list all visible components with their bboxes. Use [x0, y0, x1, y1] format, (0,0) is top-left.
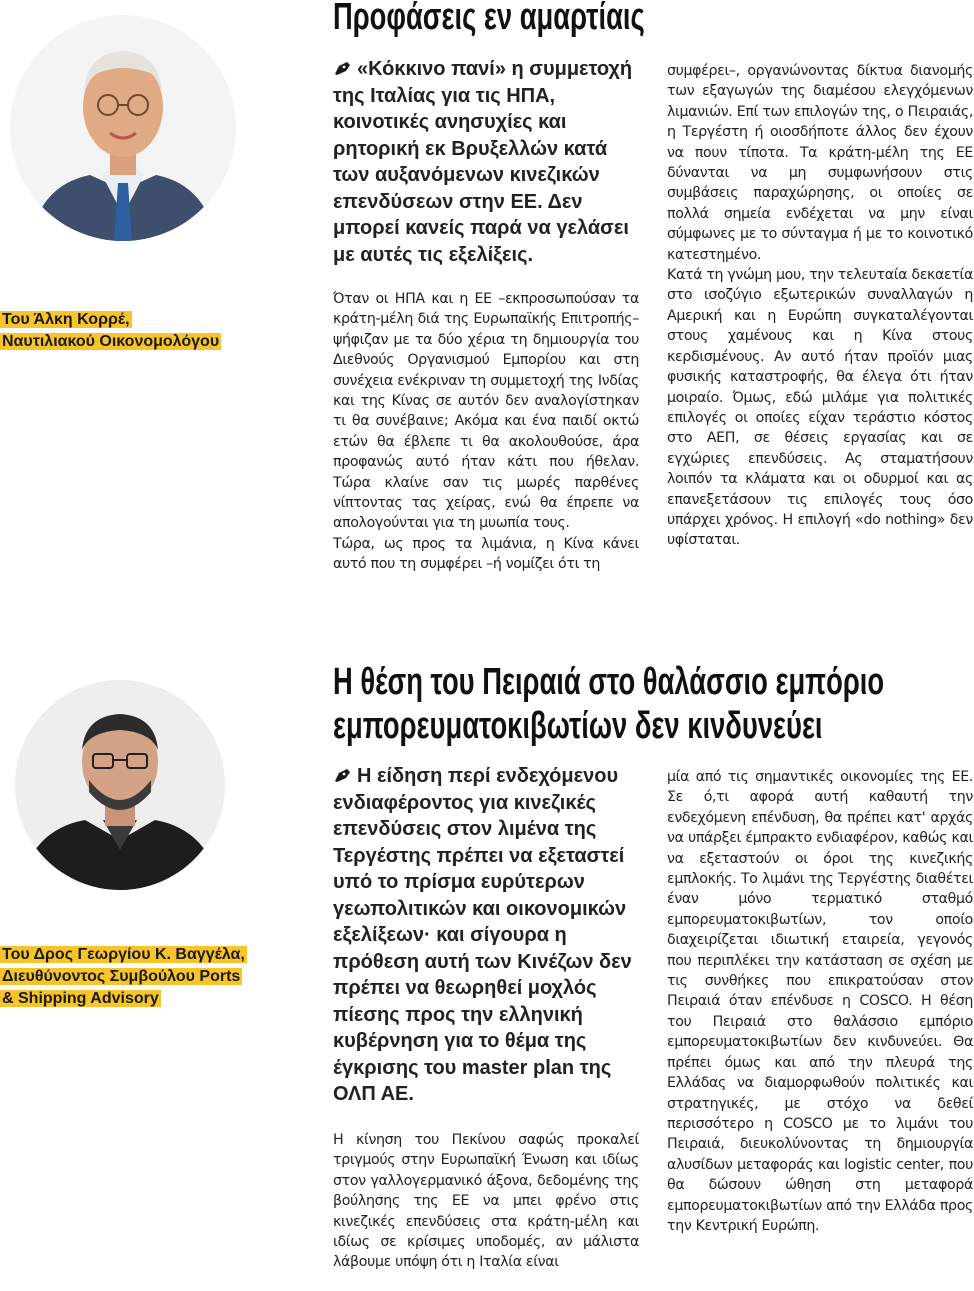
- paragraph: μία από τις σημαντικές οικονομίες της ΕΕ. Σε ό,τι αφορά αυτή καθαυτή την ενδεχόμενη επένδυση, θα πρέπει κατ' αρχάς να υπάρξει έμπρακτο ενδιαφέρον, καθώς και να εξεταστούν οι όροι της κινεζικής εμπλοκής. Το λιμάνι της Τεργέστης διαθέτει έναν μόνο τερματικό σταθμό εμπορευματοκιβωτίων, τον οποίο διαχειρίζεται ιδιωτική εταιρεία, γεγονός που περιπλέκει την κατάσταση σε σχέση με τις συνθήκες που επικρατούσαν στον Πειραιά όταν επένδυσε η COSCO. Η θέση του Πειραιά στο θαλάσσιο εμπόριο εμπορευματοκιβωτίων δεν κινδυνεύει. Θα πρέπει όμως και από την πλευρά της Ελλάδας να διαμορφωθούν πολιτικές και στρατηγικές, με στόχο να δεθεί περισσότερο η COSCO με το λιμάνι του Πειραιά, διευκολύνοντας τη δημιουργία αλυσίδων μεταφοράς και logistic center, που θα δώσουν ώθηση στη μεταφορά εμπορευματοκιβωτίων από την Ελλάδα προς την Κεντρική Ευρώπη.: [667, 769, 973, 1234]
- author-role: & Shipping Advisory: [2, 990, 159, 1007]
- article-title: Προφάσεις εν αμαρτίαις: [333, 0, 645, 38]
- author-name: Του Άλκη Κορρέ,: [2, 311, 130, 328]
- article-title: [333, 660, 884, 748]
- byline-vaggelas: [0, 944, 265, 1010]
- article-column-1: [333, 289, 639, 575]
- article-column-1: [333, 1130, 639, 1273]
- paragraph: συμφέρει–, οργανώνοντας δίκτυα διανομής των εξαγωγών της διαμέσου ελεγχόμενων λιμανιών. Επί των επιλογών της, ο Πειραιάς, η Τεργέστη ή οιοσδήποτε άλλος δεν έχουν να πουν τίποτα. Τα κράτη-μέλη της ΕΕ δύνανται να μη συμφωνήσουν στις συμβάσεις παραχώρησης, οι οποίες σε πολλά σημεία ενδέχεται να μην είναι σύμφωνες με το σύνταγμα ή με το κοινοτικό κατεστημένο.: [667, 63, 973, 263]
- paragraph: Κατά τη γνώμη μου, την τελευταία δεκαετία στο ισοζύγιο εξωτερικών συναλλαγών η Αμερική και η Ευρώπη συγκαταλέγονται στους χαμένους και η Κίνα στους κερδισμένους. Αν αυτό ήταν προϊόν μιας φυσικής καταστροφής, θα έλεγα ότι ήταν μοιραίο. Όμως, εδώ μιλάμε για πολιτικές επιλογές οι οποίες είχαν τεράστιο κόστος στο ΑΕΠ, σε θέσεις εργασίας και σε εγχώριες επενδύσεις. Ας σταματήσουν λοιπόν τα κλάματα και οι οδυρμοί και ας επανεξετάσουν τις επιλογές τους όσο υπάρχει χρόνος. Η επιλογή «do nothing» δεν υφίσταται.: [667, 267, 973, 549]
- article-lead: [333, 763, 643, 1108]
- lead-text: Η είδηση περί ενδεχόμενου ενδιαφέροντος για κινεζικές επενδύσεις στον λιμένα της Τεργέστης πρέπει να εξεταστεί υπό το πρίσμα ευρύτερων γεωπολιτικών και οικονομικών εξελίξεων· και σίγουρα η πρόθεση αυτή των Κινέζων δεν πρέπει να θεωρηθεί μοχλός πίεσης προς την ελληνική κυβέρνηση για το θέμα της έγκρισης του master plan της ΟΛΠ ΑΕ.: [333, 765, 632, 1105]
- paragraph: Τώρα, ως προς τα λιμάνια, η Κίνα κάνει αυτό που τη συμφέρει –ή νομίζει ότι τη: [333, 535, 639, 573]
- author-role: Διευθύνοντος Συμβούλου Ports: [2, 968, 241, 985]
- author-name: Του Δρος Γεωργίου Κ. Βαγγέλα,: [2, 946, 245, 963]
- lead-text: «Κόκκινο πανί» η συμμετοχή της Ιταλίας για τις ΗΠΑ, κοινοτικές ανησυχίες και ρητορική εκ Βρυξελλών κατά των αυξανόμενων κινεζικών επενδύσεων στην ΕΕ. Δεν μπορεί κανείς παρά να γελάσει με αυτές τις εξελίξεις.: [333, 58, 633, 266]
- author-photo-vaggelas: [15, 680, 225, 890]
- author-role: Ναυτιλιακού Οικονομολόγου: [2, 333, 220, 350]
- article-column-2: [667, 61, 973, 551]
- article-column-2: [667, 767, 973, 1236]
- pen-nib-icon: [333, 61, 351, 76]
- article-lead: [333, 56, 643, 268]
- paragraph: Όταν οι ΗΠΑ και η ΕΕ –εκπροσωπούσαν τα κράτη-μέλη διά της Ευρωπαϊκής Επιτροπής– ψήφιζαν με τα δύο χέρια τη δημιουργία του Διεθνούς Οργανισμού Εμπορίου και στη συνέχεια ενέκριναν τη συμμετοχή της Ινδίας και της Κίνας σε αυτόν δεν αναλογίστηκαν τι θα συνέβαινε; Ακόμα και ένα παιδί οκτώ ετών θα έβλεπε τι θα ακολουθούσε, άρα προφανώς αυτό ήταν κάτι που ήθελαν. Τώρα κλαίνε σαν τις μωρές παρθένες νίπτοντας τας χείρας, ενώ θα έπρεπε να απολογούνται για τη μυωπία τους.: [333, 291, 639, 532]
- byline-korre: [0, 309, 260, 353]
- pen-nib-icon: [333, 768, 351, 783]
- author-photo-korre: [10, 15, 236, 241]
- paragraph: Η κίνηση του Πεκίνου σαφώς προκαλεί τριγμούς στην Ευρωπαϊκή Ένωση και ιδίως στον γαλλογερμανικό άξονα, δεδομένης της βούλησης της ΕΕ να μπει φρένο στις κινεζικές επενδύσεις στα κράτη-μέλη και ιδίως σε κρίσιμες υποδομές, αν μάλιστα λάβουμε υπόψη ότι η Ιταλία είναι: [333, 1132, 639, 1271]
- title-line: εμπορευματοκιβωτίων δεν κινδυνεύει: [333, 705, 823, 747]
- title-line: Η θέση του Πειραιά στο θαλάσσιο εμπόριο: [333, 661, 885, 703]
